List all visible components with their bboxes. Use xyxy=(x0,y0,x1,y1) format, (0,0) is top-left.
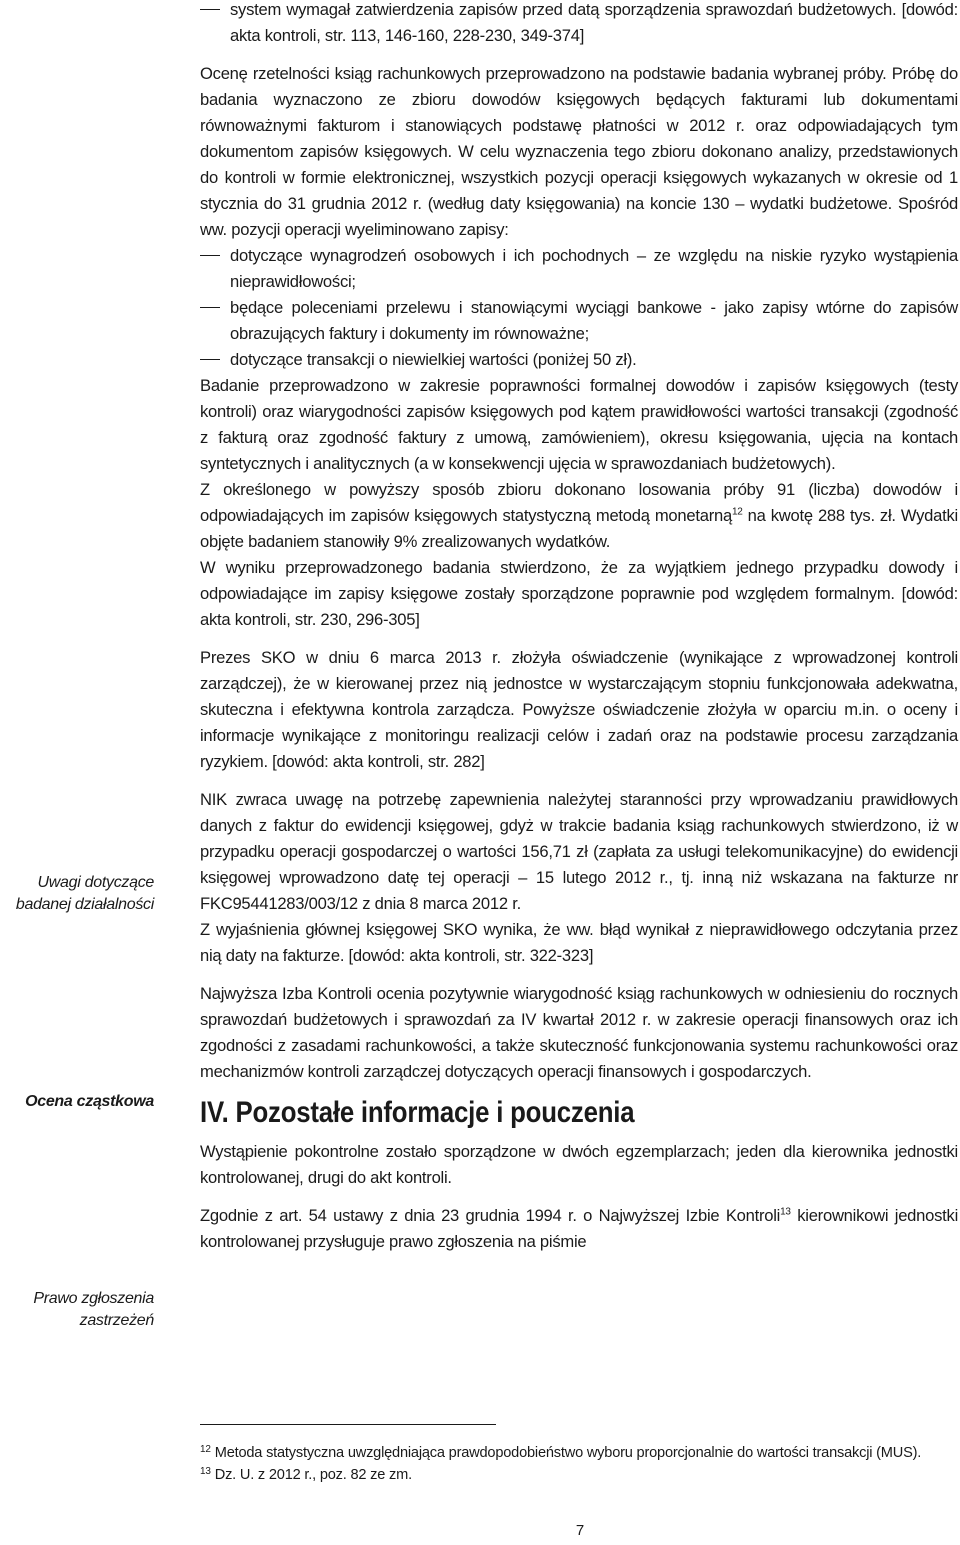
footnote-separator xyxy=(200,1424,496,1425)
dash-bullet-icon xyxy=(200,359,220,360)
page-number: 7 xyxy=(575,1522,585,1539)
footnote-ref-13[interactable]: 13 xyxy=(780,1206,791,1218)
section-heading: IV. Pozostałe informacje i pouczenia xyxy=(200,1096,635,1129)
dash-bullet-icon xyxy=(200,307,220,308)
paragraph-partial-assessment: Najwyższa Izba Kontroli ocenia pozytywnie wiarygodność ksiąg rachunkowych w odniesieniu do rocznych sprawozdań budżetowych i sprawozdań za IV kwartał 2012 r. w zakresie operacji finansowych oraz ich zgodności z zasadami rachunkowości, a także skuteczność funkcjonowania systemu rachunkowości oraz mechanizmów kontroli zarządczej dotyczących operacji finansowych i gospodarczych. xyxy=(200,984,958,1081)
paragraph-copies: Wystąpienie pokontrolne zostało sporządzone w dwóch egzemplarzach; jeden dla kierownika jednostki kontrolowanej, drugi do akt kontroli. xyxy=(200,1142,958,1187)
paragraph-objections-right: Zgodnie z art. 54 ustawy z dnia 23 grudnia 1994 r. o Najwyższej Izbie Kontroli$^{13}$ kierownikowi jednostki kontrolowanej przysługuje prawo zgłoszenia na piśmie xyxy=(200,1206,958,1251)
footnote-13: $^{13}$ Dz. U. z 2012 r., poz. 82 ze zm. xyxy=(200,1466,412,1483)
margin-note-ocena-czastkowa: Ocena cząstkowa xyxy=(25,1093,154,1110)
bullet-text: system wymagał zatwierdzenia zapisów przed datą sporządzenia sprawozdań budżetowych. [dowód: akta kontroli, str. 113, 146-160, 228-230, 349-374] xyxy=(230,0,958,45)
margin-note-uwagi: Uwagi dotyczące badanej działalności xyxy=(15,874,154,913)
paragraph-sample-draw: Z określonego w powyższy sposób zbioru dokonano losowania próby 91 (liczba) dowodów i odpowiadających im zapisów księgowych statystyczną metodą monetarną$^{12}$ na kwotę 288 tys. zł. Wydatki objęte badaniem stanowiły 9% zrealizowanych wydatków. xyxy=(200,480,958,551)
footnotes xyxy=(200,1443,958,1487)
bullet-item xyxy=(200,295,958,347)
paragraph-sample-selection: Ocenę rzetelności ksiąg rachunkowych przeprowadzono na podstawie badania wybranej próby. Próbę do badania wyznaczono ze zbioru dowodów księgowych będących fakturami lub dokumentami równoważnymi fakturom i stanowiących podstawę płatności w 2012 r. oraz odpowiadających tym dokumentom zapisów księgowych. W celu wyznaczenia tego zbioru dokonano analizy, przedstawionych do kontroli w formie elektronicznej, wszystkich pozycji operacji księgowych wykazanych w okresie od 1 stycznia do 31 grudnia 2012 r. (według daty księgowania) na koncie 130 – wydatki budżetowe. Spośród ww. pozycji operacji wyeliminowano zapisy: xyxy=(200,64,958,239)
paragraph-management-statement: Prezes SKO w dniu 6 marca 2013 r. złożyła oświadczenie (wynikające z wprowadzonej kontroli zarządczej), że w kierowanej przez nią jednostce w wystarczającym stopniu funkcjonowała adekwatna, skuteczna i efektywna kontrola zarządcza. Powyższe oświadczenie złożyła w oparciu m.in. o oceny i informacje wynikające z monitoringu realizacji celów i zadań oraz na podstawie procesu zarządzania ryzykiem. [dowód: akta kontroli, str. 282] xyxy=(200,648,958,771)
paragraph-findings: W wyniku przeprowadzonego badania stwierdzono, że za wyjątkiem jednego przypadku dowody i odpowiadające im zapisy księgowe zostały sporządzone poprawnie pod względem formalnym. [dowód: akta kontroli, str. 230, 296-305] xyxy=(200,558,958,629)
bullet-text: dotyczące wynagrodzeń osobowych i ich pochodnych – ze względu na niskie ryzyko wystąpienia nieprawidłowości; xyxy=(230,246,958,291)
paragraph-nik-remark: NIK zwraca uwagę na potrzebę zapewnienia należytej staranności przy wprowadzaniu prawidłowych danych z faktur do ewidencji księgowej, gdyż w trakcie badania ksiąg rachunkowych stwierdzono, iż w przypadku operacji gospodarczej o wartości 156,71 zł (zapłata za usługi telekomunikacyjne) do ewidencji księgowej wprowadzono datę tej operacji – 15 lutego 2012 r., tj. inną niż wskazana na fakturze nr FKC95441283/003/12 z dnia 8 marca 2012 r. xyxy=(200,790,958,913)
footnote-ref-12[interactable]: 12 xyxy=(731,506,743,518)
main-text-column xyxy=(200,0,958,1255)
bullet-text: dotyczące transakcji o niewielkiej wartości (poniżej 50 zł). xyxy=(230,350,637,369)
paragraph-explanation: Z wyjaśnienia głównej księgowej SKO wynika, że ww. błąd wynikał z nieprawidłowego odczytania przez nią daty na fakturze. [dowód: akta kontroli, str. 322-323] xyxy=(200,920,958,965)
bullet-item xyxy=(200,0,958,49)
footnote-12: $^{12}$ Metoda statystyczna uwzględniająca prawdopodobieństwo wyboru proporcjonalnie do wartości transakcji (MUS). xyxy=(200,1444,922,1461)
bullet-item xyxy=(200,347,958,373)
dash-bullet-icon xyxy=(200,9,220,10)
paragraph-test-scope: Badanie przeprowadzono w zakresie poprawności formalnej dowodów i zapisów księgowych (testy kontroli) oraz wiarygodności zapisów księgowych pod kątem prawidłowości wartości transakcji (zgodność z fakturą oraz zgodność faktury z umową, zamówieniem), okresu księgowania, ujęcia na kontach syntetycznych i analitycznych (a w konsekwencji ujęcia w sprawozdaniach budżetowych). xyxy=(200,376,958,473)
margin-note-prawo-zastrzezen: Prawo zgłoszenia zastrzeżeń xyxy=(33,1290,154,1329)
bullet-item xyxy=(200,243,958,295)
bullet-text: będące poleceniami przelewu i stanowiącymi wyciągi bankowe - jako zapisy wtórne do zapisów obrazujących faktury i dokumenty im równoważne; xyxy=(230,298,958,343)
dash-bullet-icon xyxy=(200,255,220,256)
